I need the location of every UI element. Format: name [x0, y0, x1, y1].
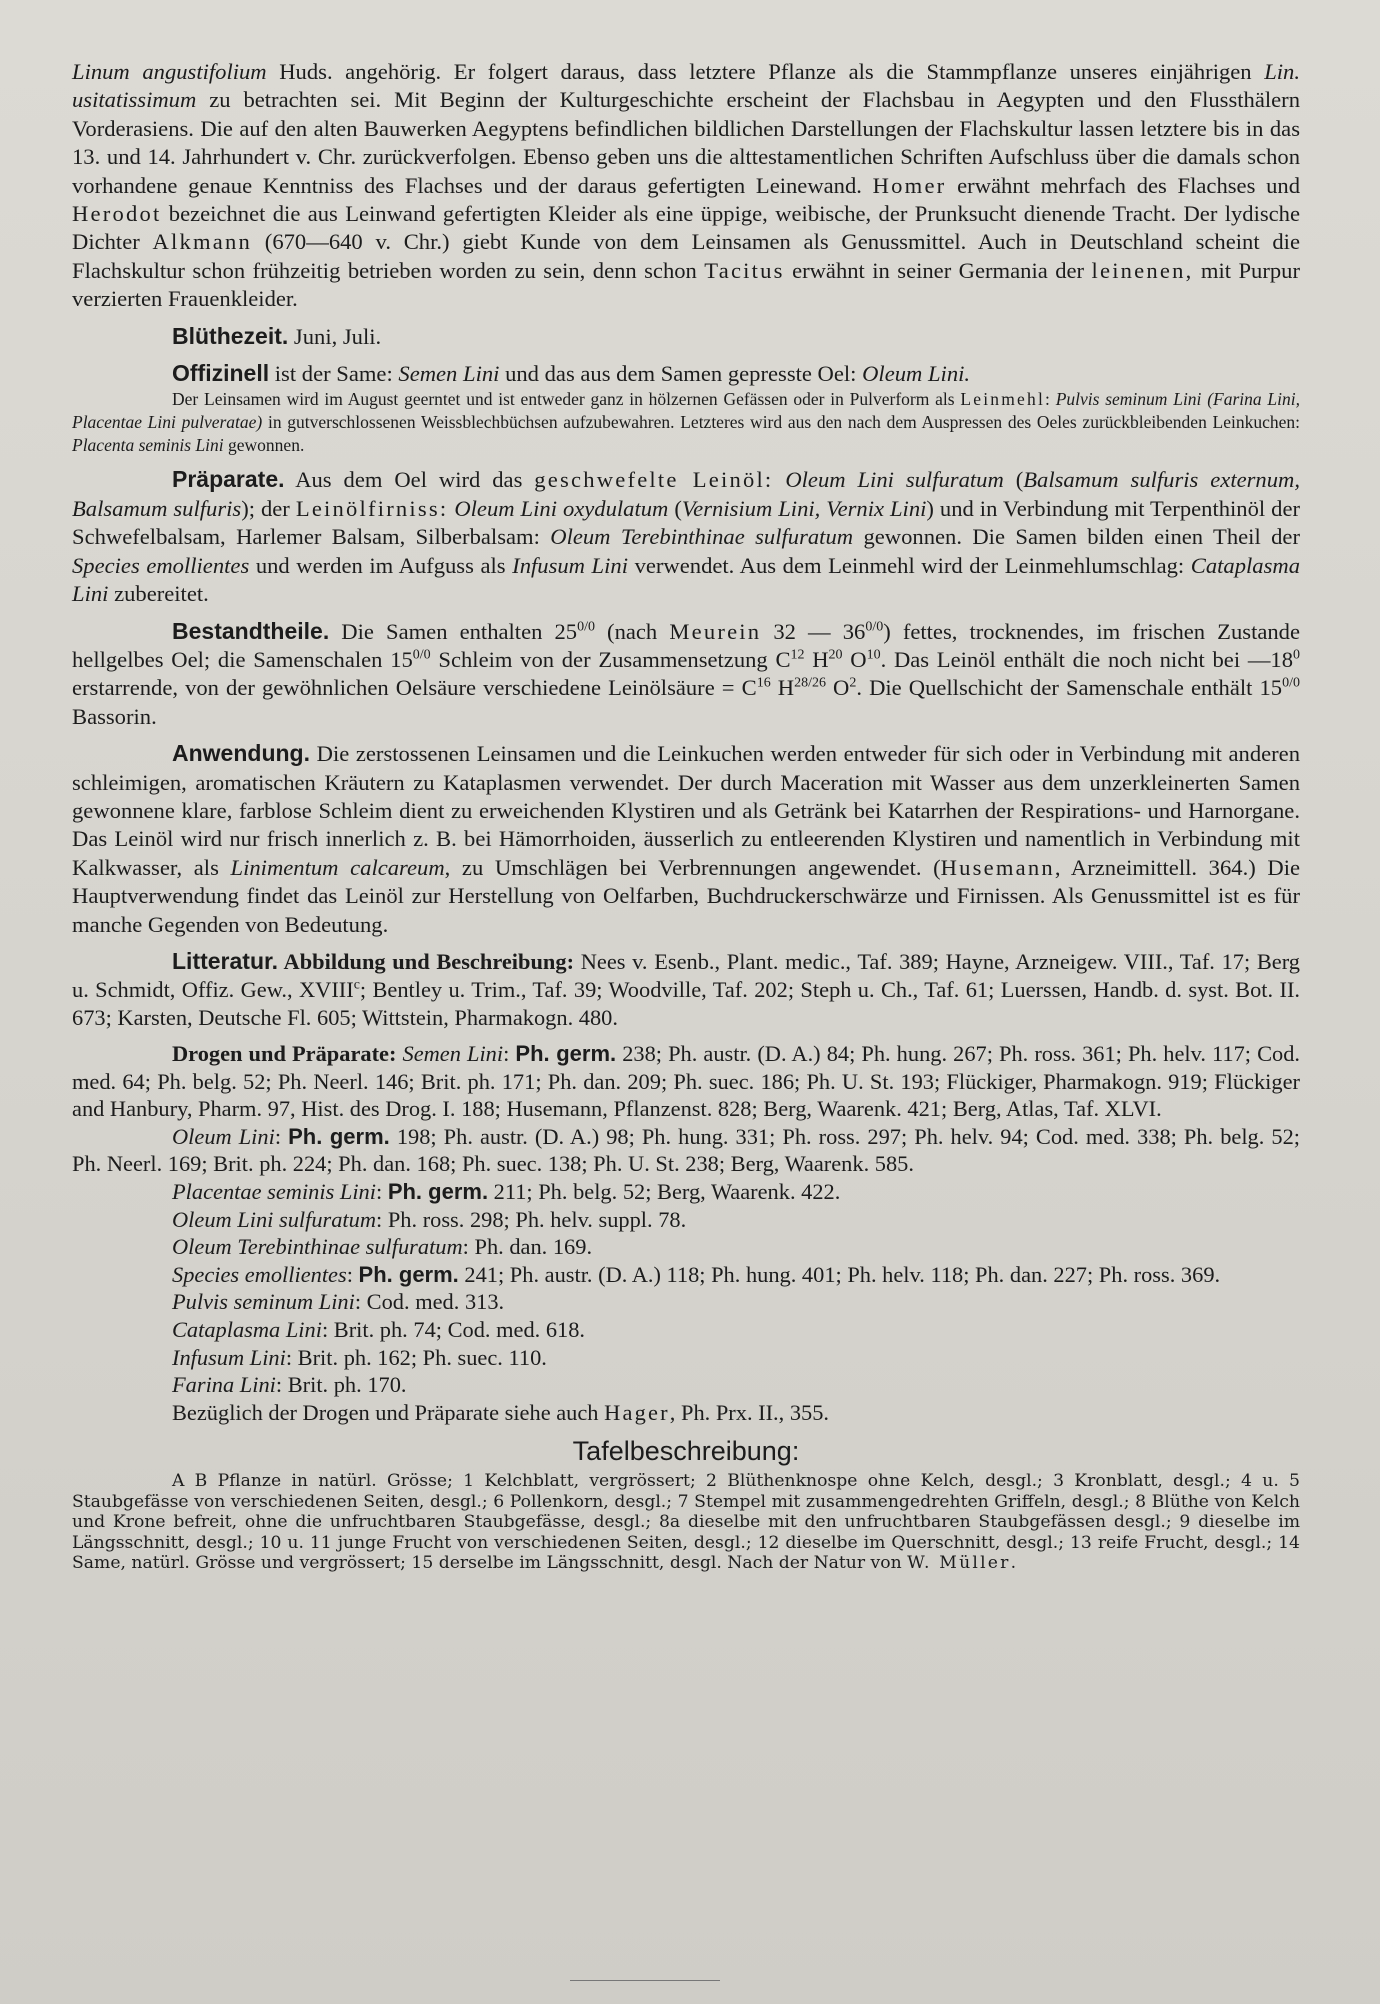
text-run: Aus dem Oel wird das	[284, 467, 535, 493]
text-run: gewonnen.	[223, 435, 305, 456]
text-run: (670—640 v. Chr.) giebt Kunde von dem Leinsamen als Genussmittel. Auch in Deutschland scheint die Flachskultur schon frühzeitig betrieben worden zu sein, denn schon	[72, 229, 1300, 283]
section-heading: Bestandtheile.	[172, 617, 330, 644]
text-run: H	[804, 646, 829, 672]
text-run: : Cod. med. 313.	[354, 1289, 505, 1315]
percent-sign: 0/0	[577, 618, 595, 634]
drogen-entry	[72, 1344, 1300, 1372]
offizinell-paragraph	[72, 359, 1300, 388]
text-run: : Brit. ph. 162; Ph. suec. 110.	[285, 1344, 547, 1370]
footer-rule	[570, 1980, 720, 1981]
pharmacopoeia-label: Ph. germ.	[288, 1123, 390, 1149]
drogen-entry	[72, 1206, 1300, 1234]
text-run: ; Bentley u. Trim., Taf. 39; Woodville, Taf. 202; Steph u. Ch., Taf. 61; Luerssen, Handb. d. syst. Bot. II. 673; Karsten, Deutsche Fl. 605; Wittstein, Pharmakogn. 480.	[72, 976, 1301, 1030]
subsection-heading: Abbildung und Beschreibung:	[278, 948, 575, 974]
emphasis-word: Leinmehl	[960, 389, 1046, 410]
emphasis-word: geschwefelte Leinöl:	[534, 467, 774, 493]
tafel-paragraph	[72, 1471, 1300, 1574]
formula-index: 12	[790, 647, 805, 663]
text-run: 241; Ph. austr. (D. A.) 118; Ph. hung. 401; Ph. helv. 118; Ph. dan. 227; Ph. ross. 369.	[458, 1261, 1221, 1287]
drug-name: Balsamum sulfuris externum, Balsamum sulfuris	[72, 467, 1300, 521]
text-run: , Arzneimittell. 364.) Die Hauptverwendung findet das Leinöl zur Herstellung von Oelfarben, Buchdruckerschwärze und Firnissen. Als Genussmittel ist es für manche Gegenden von Bedeutung.	[72, 854, 1300, 937]
text-run: , zu Umschlägen bei Verbrennungen angewendet. (	[444, 854, 941, 880]
degree-sign: 0	[1293, 647, 1301, 663]
anwendung-paragraph	[72, 739, 1300, 939]
superscript: c	[353, 977, 360, 993]
drug-name: Oleum Lini sulfuratum	[773, 467, 1004, 493]
offizinell-note	[72, 388, 1300, 457]
text-run: Nees v. Esenb., Plant. medic., Taf. 389; Hayne, Arzneigew. VIII., Taf. 17; Berg u. Schmidt, Offiz. Gew., XVIII	[72, 948, 1300, 1002]
section-heading: Präparate.	[172, 466, 285, 493]
section-heading: Drogen und Präparate:	[172, 1040, 397, 1066]
text-run: ist der Same:	[269, 361, 399, 387]
text-run: bezeichnet die aus Leinwand gefertigten Kleider als eine üppige, weibische, der Prunksucht dienende Tracht. Der lydische Dichter	[72, 201, 1300, 255]
person-name: Homer	[872, 172, 947, 198]
drogen-entry	[72, 1261, 1300, 1289]
drug-name: Farina Lini	[172, 1372, 276, 1398]
tafel-title: Tafelbeschreibung:	[572, 1436, 800, 1467]
pharmacopoeia-label: Ph. germ.	[515, 1040, 617, 1066]
formula-index: 28/26	[794, 675, 826, 691]
drug-name: Vernisium Lini, Vernix Lini	[681, 495, 927, 521]
text-run: ) und in Verbindung mit Terpenthinöl der Schwefelbalsam, Harlemer Balsam, Silberbalsam:	[72, 495, 1300, 550]
taxon-name: Lin. usitatissimum	[72, 59, 1300, 113]
drogen-entry	[72, 1371, 1300, 1399]
text-run: und werden im Aufguss als	[249, 552, 513, 578]
litteratur-paragraph	[72, 947, 1300, 1032]
drug-name: Species emollientes	[172, 1261, 347, 1287]
text-run: ); der	[241, 495, 296, 521]
drogen-entry	[72, 1040, 1300, 1123]
drogen-entry	[72, 1288, 1300, 1316]
percent-sign: 0/0	[412, 647, 431, 663]
percent-sign: 0/0	[865, 618, 884, 634]
formula-index: 20	[828, 647, 843, 663]
text-run: Bezüglich der Drogen und Präparate siehe auch	[172, 1399, 605, 1425]
drug-name: Infusum Lini	[512, 552, 628, 578]
text-run: Der Leinsamen wird im August geerntet und ist entweder ganz in hölzernen Gefässen oder in Pulverform als	[172, 389, 961, 410]
text-run: (	[1003, 467, 1024, 493]
taxon-name: Linum angustifolium	[72, 59, 267, 84]
text-run: A B Pflanze in natürl. Grösse; 1 Kelchblatt, vergrössert; 2 Blüthenknospe ohne Kelch, desgl.; 3 Kronblatt, desgl.; 4 u. 5 Staubgefässe von verschiedenen Seiten, desgl.; 6 Pollenkorn, desgl.; 7 Stempel mit zusammengedrehten Griffeln, desgl.; 8 Blüthe von Kelch und Krone befreit, ohne die unfruchtbaren Staubgefässe, desgl.; 8a dieselbe mit den unfruchtbaren Staubgefässen desgl.; 9 dieselbe im Längsschnitt, desgl.; 10 u. 11 junge Frucht von verschiedenen Seiten, desgl.; 12 dieselbe im Querschnitt, desgl.; 13 reife Frucht, desgl.; 14 Same, natürl. Grösse und vergrössert; 15 derselbe im Längsschnitt, desgl. Nach der Natur von	[72, 1471, 1300, 1574]
text-run: und das aus dem Samen gepresste Oel:	[499, 361, 863, 387]
person-name: Tacitus	[704, 257, 785, 283]
text-run: zu betrachten sei. Mit Beginn der Kulturgeschichte erscheint der Flachsbau in Aegypten und den Flussthälern Vorderasiens. Die auf den alten Bauwerken Aegyptens befindlichen bildlichen Darstellungen der Flachskultur lassen letztere bis in das 13. und 14. Jahrhundert v. Chr. zurückverfolgen. Ebenso geben uns die alttestamentlichen Schriften Aufschluss über die damals schon vorhandene genaue Kenntniss des Flachses und der daraus gefertigten Leinewand.	[72, 87, 1300, 198]
text-run: :	[274, 1123, 289, 1149]
text-run: 198; Ph. austr. (D. A.) 98; Ph. hung. 331; Ph. ross. 297; Ph. helv. 94; Cod. med. 338; Ph. belg. 52; Ph. Neerl. 169; Brit. ph. 224; Ph. dan. 168; Ph. suec. 138; Ph. U. St. 238; Berg, Waarenk. 585.	[72, 1123, 1300, 1177]
text-run: :	[1045, 389, 1056, 410]
text-run: :	[503, 1040, 516, 1066]
text-run: mit Purpur verzierten Frauenkleider.	[72, 257, 1301, 312]
text-run: : Ph. ross. 298; Ph. helv. suppl. 78.	[376, 1206, 687, 1232]
pharmacopoeia-label: Ph. germ.	[387, 1178, 489, 1204]
person-name: W. Müller	[907, 1553, 1011, 1574]
drug-name: Placentae seminis Lini	[172, 1178, 376, 1204]
drogen-entry	[72, 1399, 1300, 1427]
text-run: gewonnen. Die Samen bilden einen Theil der	[853, 524, 1300, 550]
drug-name: Pulvis seminum Lini (Farina Lini, Placentae Lini pulveratae)	[72, 389, 1301, 433]
drug-name: Oleum Lini oxydulatum	[448, 495, 669, 521]
drug-name: Placenta seminis Lini	[72, 435, 224, 456]
text-run: .	[1010, 1553, 1017, 1574]
percent-sign: 0/0	[1282, 675, 1300, 691]
drug-name: Cataplasma Lini	[72, 552, 1300, 607]
text-run: : Brit. ph. 74; Cod. med. 618.	[321, 1316, 586, 1342]
text-run: 238; Ph. austr. (D. A.) 84; Ph. hung. 267; Ph. ross. 361; Ph. helv. 117; Cod. med. 64; Ph. belg. 52; Ph. Neerl. 146; Brit. ph. 171; Ph. dan. 209; Ph. suec. 186; Ph. U. St. 193; Flückiger, Pharmakogn. 919; Flückiger and Hanbury, Pharm. 97, Hist. des Drog. I. 188; Husemann, Pflanzenst. 828; Berg, Waarenk. 421; Berg, Atlas, Taf. XLVI.	[72, 1040, 1300, 1122]
drug-name: Oleum Terebinthinae sulfuratum	[550, 524, 854, 550]
drug-name: Cataplasma Lini	[172, 1316, 322, 1342]
text-run: :	[346, 1261, 359, 1287]
drug-name: Pulvis seminum Lini	[172, 1289, 355, 1315]
text-run: erwähnt in seiner Germania der	[784, 257, 1092, 283]
drogen-block	[72, 1040, 1300, 1426]
drug-name: Infusum Lini	[172, 1344, 286, 1370]
text-run: . Die Quellschicht der Samenschale enthält 15	[856, 675, 1283, 701]
text-run: : Ph. dan. 169.	[462, 1234, 593, 1260]
text-run: (	[668, 495, 682, 521]
text-run: Die Samen enthalten 25	[329, 618, 578, 644]
text-run: 32 — 36	[761, 618, 866, 644]
text-run: O	[842, 646, 867, 672]
person-name: Meurein	[669, 618, 762, 644]
text-run: erstarrende, von der gewöhnlichen Oelsäure verschiedene Leinölsäure = C	[72, 675, 757, 701]
section-heading: Blüthezeit.	[172, 322, 289, 349]
text-run: , Ph. Prx. II., 355.	[669, 1399, 830, 1425]
drug-name: Oleum Lini	[172, 1123, 275, 1149]
drug-name: Oleum Terebinthinae sulfuratum	[172, 1234, 463, 1260]
drug-name: Linimentum calcareum	[230, 854, 445, 880]
drug-name: Semen Lini	[396, 1040, 504, 1066]
pharmacopoeia-label: Ph. germ.	[358, 1261, 459, 1287]
text-run: O	[825, 675, 850, 701]
person-name: Husemann	[940, 854, 1055, 880]
section-heading: Litteratur.	[172, 947, 279, 974]
drug-name: Oleum Lini sulfuratum	[172, 1206, 377, 1232]
text-run: Schleim von der Zusammensetzung C	[430, 646, 791, 672]
text-run: :	[375, 1178, 388, 1204]
text-run: : Brit. ph. 170.	[275, 1372, 407, 1398]
text-run: ) fettes, trocknendes, im frischen Zustande hellgelbes Oel; die Samenschalen 15	[72, 618, 1300, 672]
drogen-entry	[72, 1178, 1300, 1206]
section-heading: Offizinell	[172, 360, 270, 387]
section-heading: Anwendung.	[172, 740, 310, 767]
drug-name: Oleum Lini.	[862, 361, 971, 387]
person-name: Hager	[604, 1399, 670, 1425]
text-run: Juni, Juli.	[288, 323, 382, 349]
praeparate-paragraph	[72, 465, 1300, 608]
person-name: Herodot	[72, 201, 162, 227]
text-run: in gutverschlossenen Weissblechbüchsen aufzubewahren. Letzteres wird aus den nach dem Auspressen des Oeles zurückbleibenden Leinkuchen:	[262, 412, 1300, 433]
formula-index: 10	[866, 647, 881, 663]
text-run: . Das Leinöl enthält die noch nicht bei —18	[880, 646, 1294, 672]
intro-paragraph	[72, 58, 1300, 314]
person-name: Alkmann	[152, 229, 253, 255]
formula-index: 2	[849, 675, 857, 691]
bestandtheile-paragraph	[72, 617, 1300, 732]
emphasis-word: leinenen,	[1091, 257, 1194, 283]
drug-name: Species emollientes	[72, 552, 250, 578]
drogen-entry	[72, 1233, 1300, 1261]
text-run: Die zerstossenen Leinsamen und die Leinkuchen werden entweder für sich oder in Verbindung mit anderen schleimigen, aromatischen Kräutern zu Kataplasmen verwendet. Der durch Maceration mit Wasser aus dem unzerkleinerten Samen gewonnene klare, farblose Schleim dient zu erweichenden Klystiren und als Getränk bei Katarrhen der Respirations- und Harnorgane. Das Leinöl wird nur frisch innerlich z. B. bei Hämorrhoiden, äusserlich zu entleerenden Klystiren und namentlich in Verbindung mit Kalkwasser, als	[72, 741, 1300, 880]
text-run: zubereitet.	[108, 581, 209, 607]
text-run: verwendet. Aus dem Leinmehl wird der Leinmehlumschlag:	[627, 552, 1191, 578]
bluethezeit-paragraph	[72, 322, 1300, 351]
text-run: Bassorin.	[72, 703, 157, 729]
emphasis-word: Leinölfirniss:	[295, 495, 449, 521]
text-run: Huds. angehörig. Er folgert daraus, dass letztere Pflanze als die Stammpflanze unseres einjährigen	[266, 59, 1265, 84]
text-run: H	[770, 675, 795, 701]
drug-name: Semen Lini	[398, 361, 500, 387]
text-run: (nach	[594, 618, 670, 644]
text-run: 211; Ph. belg. 52; Berg, Waarenk. 422.	[488, 1178, 841, 1204]
drogen-entry	[72, 1123, 1300, 1178]
text-run: erwähnt mehrfach des Flachses und	[946, 172, 1300, 198]
drogen-entry	[72, 1316, 1300, 1344]
formula-index: 16	[756, 675, 771, 691]
